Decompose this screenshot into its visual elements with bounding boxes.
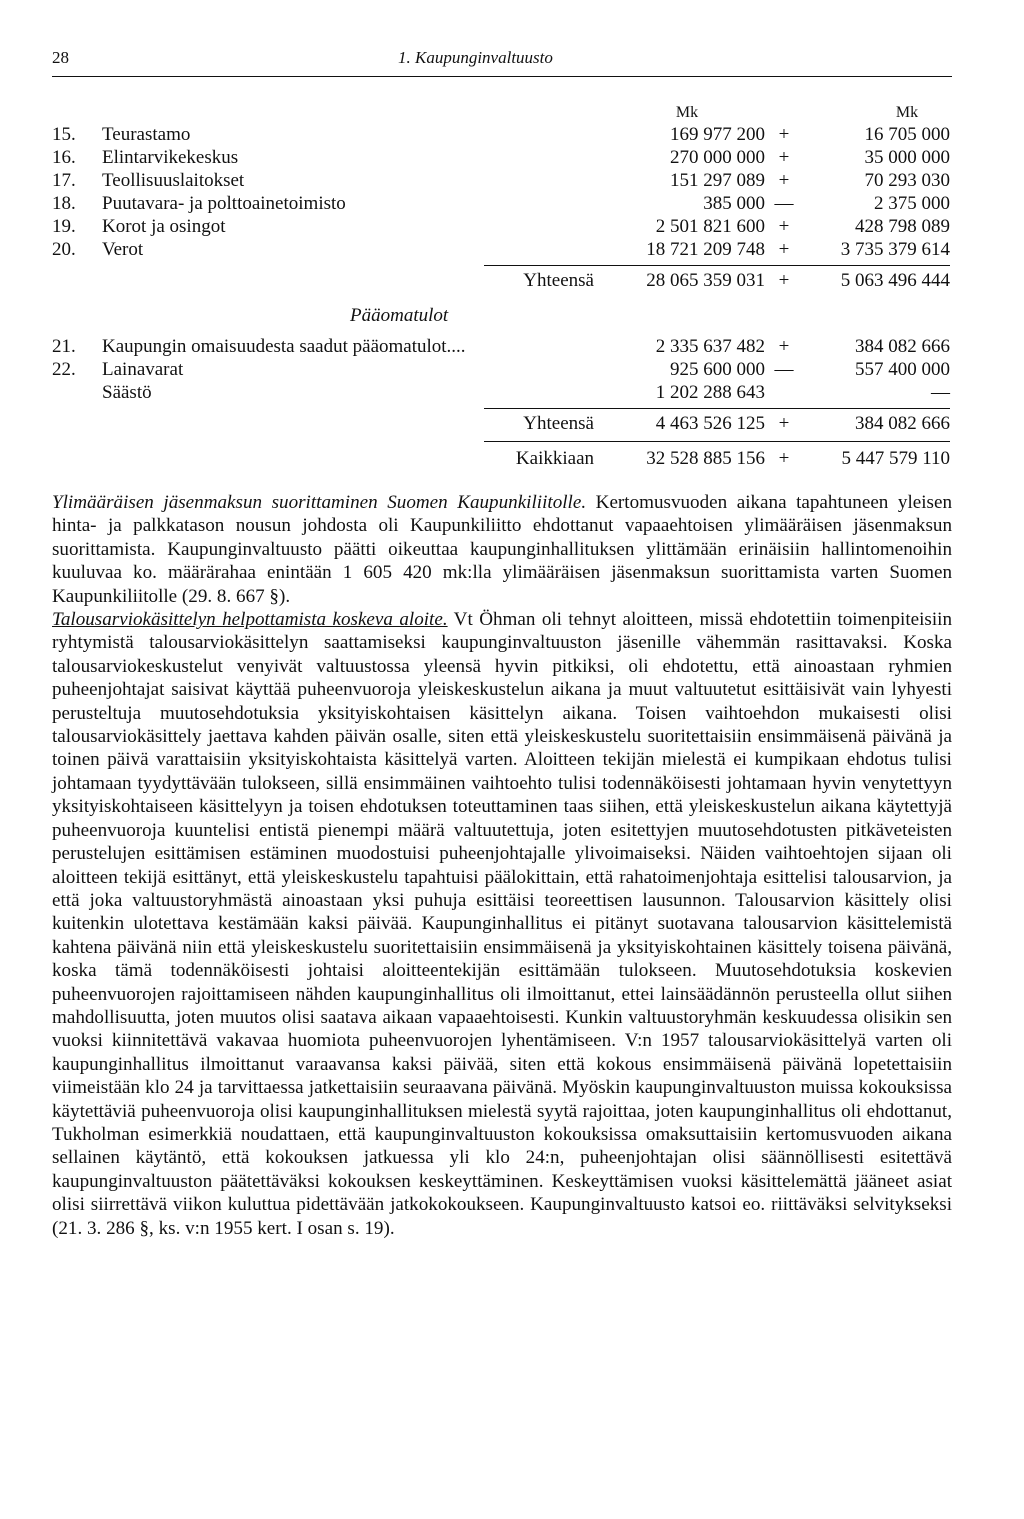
row-diff: 16 705 000 [864, 124, 950, 145]
paragraph-text: Kertomusvuoden aikana tapahtuneen yleisen hinta- ja palkkatason nousun johdosta oli Kaupunkiliitto ehdottanut vapaaehtoisen ylimääräisen jäsenmaksun suorittamista. Kaupunginvaltuusto päätti oikeuttaa kaupunginhallituksen ylittämään erinäisiin hallintomenoihin kuuluvaa ko. määrärahaa enintään 1 605 420 mk:lla ylimääräisen jäsenmaksun suorittamista varten Suomen Kaupunkiliitolle (29. 8. 667 §). [52, 492, 952, 607]
total-amount: 28 065 359 031 [646, 270, 765, 291]
row-number: 17. [52, 170, 76, 191]
diff-unit-header: Mk [895, 104, 919, 121]
column-headers [52, 101, 952, 123]
row-label: Puutavara- ja polttoainetoimisto ..... [102, 192, 642, 215]
grand-total-label: Kaikkiaan [515, 448, 594, 469]
paragraph-membership-fee [52, 491, 952, 608]
row-diff: 384 082 666 [855, 336, 950, 357]
table-row [52, 215, 952, 238]
total-sign: + [778, 270, 790, 291]
total-amount: 4 463 526 125 [655, 413, 765, 434]
row-number: 18. [52, 193, 76, 214]
row-label: Verot ..... [102, 238, 642, 261]
row-number: 20. [52, 239, 76, 260]
row-sign: + [778, 147, 790, 168]
table-row [52, 169, 952, 192]
running-title: 1. Kaupunginvaltuusto [398, 48, 553, 67]
table-row [52, 123, 952, 146]
row-label: Teollisuuslaitokset ..... [102, 169, 642, 192]
table-row [52, 381, 952, 404]
row-sign: + [778, 239, 790, 260]
row-sign: + [778, 216, 790, 237]
grand-total-amount: 32 528 885 156 [646, 448, 765, 469]
row-diff: 70 293 030 [864, 170, 950, 191]
row-amount: 2 335 637 482 [655, 336, 765, 357]
row-label: Korot ja osingot ..... [102, 215, 642, 238]
row-diff: 428 798 089 [855, 216, 950, 237]
page [52, 40, 952, 470]
row-label: Elintarvikekeskus ..... [102, 146, 642, 169]
body-text [52, 491, 952, 1240]
grand-total-row [52, 447, 952, 470]
row-amount: 169 977 200 [670, 124, 765, 145]
paragraph-text: Vt Öhman oli tehnyt aloitteen, missä ehdotettiin toimenpiteisiin ryhtymistä talousarviokäsittelyn saattamiseksi kaupunginvaltuuston jäsenille vähemmän rasittavaksi. Koska talousarviokeskustelut venyivät valtuustossa yleensä hyvin pitkiksi, oli ehdotettu, että ainoastaan ryhmien puheenjohtajat saisivat käyttää puheenvuoroja yleiskeskustelun aikana ja muut valtuutetut esittäisivät vain lyhyesti perusteltuja muutosehdotuksia yksityiskohtaisen käsittelyn aikana. Toisen vaihtoehdon mukaisesti olisi talousarviokäsittely jaettava kahden päivän osalle, siten että yleiskeskustelu suoritettaisiin ensimmäisenä päivänä ja toinen päivä varattaisiin yksityiskohtaista käsittelyä varten. Aloitteen tekijän mielestä ei kumpikaan ehdotus tulisi johtamaan tyydyttävään tulokseen, sillä ensimmäinen vaihtoehto tulisi todennäköisesti johtamaan hyvin venytettyyn yksityiskohtaiseen käsittelyyn ja toisen ehdotuksen toteuttaminen taas siihen, että yleiskeskustelun aikana käytettyjä puheenvuoroja kuuntelisi entistä pienempi määrä valtuutettuja, joten esitettyjen muutosehdotusten pitkäveteisten perustelujen esittämisen estäminen muodostuisi puheenjohtajalle ylivoimaiseksi. Näiden vaihtoehtojen sijaan oli aloitteen tekijä esittänyt, että yleiskeskustelu tapahtuisi päälokittain, että rahatoimenjohtaja esittelisi talousarvion, ja että joka valtuustoryhmästä ainoastaan yksi puhuja esittäisi teoreettisen lausunnon. Talousarvion käsittely olisi kuitenkin ulotettava kestämään kaksi päivää. Kaupunginhallitus ei pitänyt suotavana talousarvion käsittelemistä kahtena päivänä niin että yleiskeskustelu suoritettaisiin ensimmäisenä ja yksityiskohtainen käsittely toisena päivänä, koska tämä todennäköisesti johtaisi aloitteentekijän esittämään tulokseen. Muutosehdotuksia koskevien puheenvuorojen rajoittamiseen nähden kaupunginhallitus oli ilmoittanut, ettei lainsäädännön perusteella ollut siihen mahdollisuutta, joten muutos olisi saatava aikaan vapaaehtoisesti. Kunkin valtuustoryhmän keskuudessa olisikin sen vuoksi kiinnitettävä vakavaa huomiota puheenvuorojen lyhentämiseen. V:n 1957 talousarviokäsittelyä varten oli kaupunginhallitus ilmoittanut varaavansa kaksi päivää, siten että kokous ensimmäisenä päivänä lopetettaisiin viimeistään klo 24 ja tarvittaessa jatkettaisiin seuraavana päivänä. Myöskin kaupunginvaltuuston muissa kokouksissa käytettäviä puheenvuoroja olisi kaupunginhallituksen mielestä syytä rajoittaa, joten kaupunginhallitus oli ehdottanut, Tukholman esimerkkiä noudattaen, että kaupunginvaltuuston kokouksissa omaksuttaisiin kertomusvuoden aikana sellainen käytäntö, että kokouksen jatkuessa yli klo 24:n, puheenjohtajan olisi säännöllisesti esitettävä kaupunginvaltuuston päätettäväksi kokouksen keskeyttäminen. Keskeyttämisen vuoksi käsittelemättä jääneet asiat olisi siirrettävä viikon kuluttua pidettävään jatkokokoukseen. Kaupunginvaltuusto katsoi eo. riittäväksi selvitykseksi (21. 3. 286 §, ks. v:n 1955 kert. I osan s. 19). [52, 609, 953, 1239]
row-number: 19. [52, 216, 76, 237]
total-diff: 5 063 496 444 [840, 270, 950, 291]
table-row [52, 238, 952, 261]
paragraph-heading: Talousarviokäsittelyn helpottamista koskeva aloite. [52, 609, 448, 631]
table1-total-row [52, 269, 952, 292]
row-amount: 151 297 089 [670, 170, 765, 191]
row-sign: + [778, 124, 790, 145]
row-label: Kaupungin omaisuudesta saadut pääomatulot.... ..... [102, 335, 642, 358]
subheading: Pääomatulot [350, 305, 449, 326]
paragraph-budget-initiative [52, 608, 952, 1240]
total-diff: 384 082 666 [855, 413, 950, 434]
row-diff: 557 400 000 [855, 359, 950, 380]
row-diff: 35 000 000 [864, 147, 950, 168]
row-amount: 18 721 209 748 [646, 239, 765, 260]
table2-total-row [52, 412, 952, 435]
row-amount: 925 600 000 [670, 359, 765, 380]
row-sign: — [774, 193, 794, 214]
page-header [52, 40, 952, 77]
table-row [52, 358, 952, 381]
row-number: 21. [52, 336, 76, 357]
page-number: 28 [52, 48, 69, 67]
row-sign: — [774, 359, 794, 380]
row-amount: 1 202 288 643 [655, 382, 765, 403]
subheading-row [52, 304, 952, 327]
row-diff: 3 735 379 614 [840, 239, 950, 260]
total-sign: + [778, 413, 790, 434]
row-number: 16. [52, 147, 76, 168]
row-sign: + [778, 336, 790, 357]
row-number: 15. [52, 124, 76, 145]
revenue-table [52, 101, 952, 470]
row-amount: 270 000 000 [670, 147, 765, 168]
row-diff: 2 375 000 [874, 193, 950, 214]
table-row [52, 192, 952, 215]
amount-unit-header: Mk [675, 104, 699, 121]
total-label: Yhteensä [523, 413, 594, 434]
row-amount: 2 501 821 600 [655, 216, 765, 237]
row-label: Lainavarat ..... [102, 358, 642, 381]
table-row [52, 146, 952, 169]
row-amount: 385 000 [703, 193, 765, 214]
row-number: 22. [52, 359, 76, 380]
row-label: Säästö ..... [102, 381, 642, 404]
paragraph-heading: Ylimääräisen jäsenmaksun suorittaminen Suomen Kaupunkiliitolle. [52, 492, 587, 513]
row-sign: + [778, 170, 790, 191]
total-label: Yhteensä [523, 270, 594, 291]
grand-total-sign: + [778, 448, 790, 469]
row-diff: — [931, 382, 950, 403]
table-row [52, 335, 952, 358]
row-label: Teurastamo ..... [102, 123, 642, 146]
grand-total-diff: 5 447 579 110 [841, 448, 950, 469]
